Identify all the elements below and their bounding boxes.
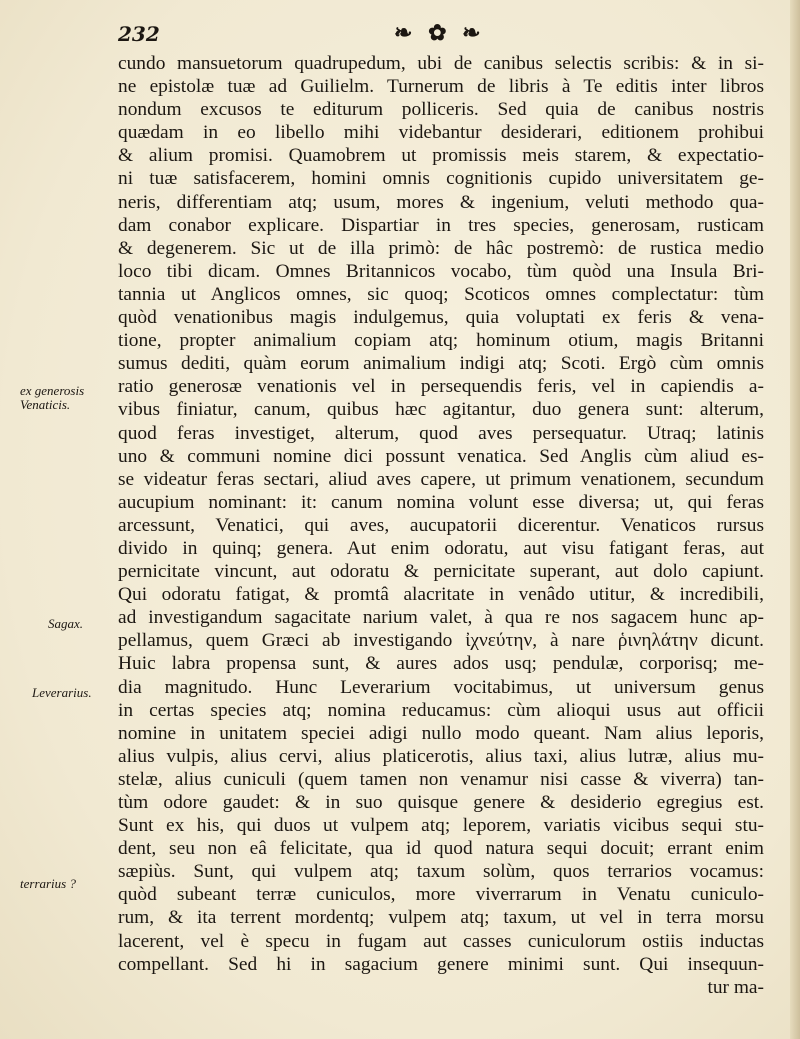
text-line: Qui odoratu fatigat, & promtâ alacritate in venâdo utitur, & incredibili, (118, 584, 764, 606)
text-line: stelæ, alius cuniculi (quem tamen non venamur nisi casse & viverra) tan- (118, 768, 764, 790)
text-line: dia magnitudo. Hunc Leverarium vocitabimus, ut universum genus (118, 676, 764, 698)
text-line: neris, differentiam atq; usum, mores & ingenium, veluti methodo qua- (118, 191, 764, 213)
text-line: vibus finiatur, canum, quibus hæc agitantur, duo genera sunt: alterum, (118, 399, 764, 421)
text-line: nondum excusos te editurum polliceris. Sed quia de canibus nostris (118, 99, 764, 121)
text-line: compellant. Sed hi in sagacium genere minimi sunt. Qui insequun- (118, 953, 764, 975)
catchword: tur ma- (707, 976, 764, 998)
text-line: divido in quinq; genera. Aut enim odoratu, aut visu fatigant feras, aut (118, 537, 764, 559)
text-line: sæpiùs. Sunt, qui vulpem atq; taxum solùm, quos terrarios vocamus: (118, 861, 764, 883)
text-line: pernicitate vincunt, aut odoratu & pernicitate superant, aut dolo capiunt. (118, 561, 764, 583)
page-edge (790, 0, 800, 1039)
header-ornament-icon: ❧ ✿ ❧ (394, 20, 485, 46)
text-line: uno & communi nomine dici possunt venatica. Sed Anglis cùm aliud es- (118, 445, 764, 467)
margin-note-sagax: Sagax. (48, 616, 84, 631)
margin-note-generosis: ex generosis Venaticis. (20, 383, 85, 412)
text-line: loco tibi dicam. Omnes Britannicos vocabo, tùm quòd una Insula Bri- (118, 260, 764, 282)
text-line: tione, propter animalium copiam atq; hominum otium, magis Britanni (118, 330, 764, 352)
text-line: rum, & ita terrent mordentq; vulpem atq; taxum, ut vel in terra morsu (118, 907, 764, 929)
margin-note-leverarius: Leverarius. (32, 685, 92, 700)
text-line: dam conabor explicare. Dispartiar in tres species, generosam, rusticam (118, 214, 764, 236)
text-line: pellamus, quem Græci ab investigando ἰχνεύτην, à nare ῥινηλάτην dicunt. (118, 630, 764, 652)
page-number: 232 (118, 22, 160, 46)
text-line: ratio generosæ venationis vel in persequendis feris, vel in capiendis a- (118, 376, 764, 398)
text-line: quòd subeant terræ cuniculos, more viverrarum in Venatu cuniculo- (118, 884, 764, 906)
text-line: tannia ut Anglicos omnes, sic quoq; Scoticos omnes complectatur: tùm (118, 283, 764, 305)
text-line: ne epistolæ tuæ ad Guilielm. Turnerum de libris à Te editis inter libros (118, 76, 764, 98)
text-line: quod feras investiget, alterum, quod aves persequatur. Utraq; latinis (118, 422, 764, 444)
text-line: tùm odore gaudet: & in suo quisque genere & desiderio egregius est. (118, 792, 764, 813)
margin-note-terrarius: terrarius ? (20, 876, 76, 891)
text-line: lacerent, vel è specu in fugam aut casses cuniculorum ostiis inductas (118, 930, 764, 952)
text-line: ni tuæ satisfacerem, homini omnis cognitionis cupido universitatem ge- (118, 168, 764, 190)
text-line: aucupium nominant: it: canum nomina volunt esse diversa; ut, qui feras (118, 491, 764, 513)
text-line: se videatur feras sectari, aliud aves capere, ut primum venationem, secundum (118, 468, 764, 490)
text-line: & degenerem. Sic ut de illa primò: de hâc postremò: de rustica medio (118, 237, 764, 259)
main-text-block (118, 52, 764, 999)
text-line: dent, seu non eâ felicitate, qua id quod natura sequi docuit; errant enim (118, 838, 764, 860)
running-header (112, 20, 772, 56)
text-line: quædam in eo libello mihi videbantur desiderari, editionem prohibui (118, 122, 764, 144)
text-line: cundo mansuetorum quadrupedum, ubi de canibus selectis scribis: & in si- (118, 53, 764, 74)
text-line: sumus dediti, quàm eorum animalium indigi atq; Scoti. Ergò cùm omnis (118, 353, 764, 375)
text-line: quòd venationibus magis indulgemus, quia voluptati ex feris & vena- (118, 307, 764, 329)
text-line: Huic labra propensa sunt, & aures ados usq; pendulæ, corporisq; me- (118, 653, 764, 675)
text-line: ad investigandum sagacitate narium valet, à qua re nos sagacem hunc ap- (118, 607, 764, 629)
text-line: alius vulpis, alius cervi, alius platicerotis, alius taxi, alius lutræ, alius mu- (118, 745, 764, 767)
text-line: Sunt ex his, qui duos ut vulpem atq; leporem, variatis vicibus sequi stu- (118, 815, 764, 837)
text-line: & alium promisi. Quamobrem ut promissis meis starem, & expectatio- (118, 145, 764, 167)
text-line: in certas species atq; nomina reducamus: cùm alioqui usus aut officii (118, 699, 764, 721)
text-line: arcessunt, Venatici, qui aves, aucupatorii dicerentur. Venaticos rursus (118, 514, 764, 536)
text-line: nomine in unitatem speciei adigi nullo modo queant. Nam alius leporis, (118, 722, 764, 744)
